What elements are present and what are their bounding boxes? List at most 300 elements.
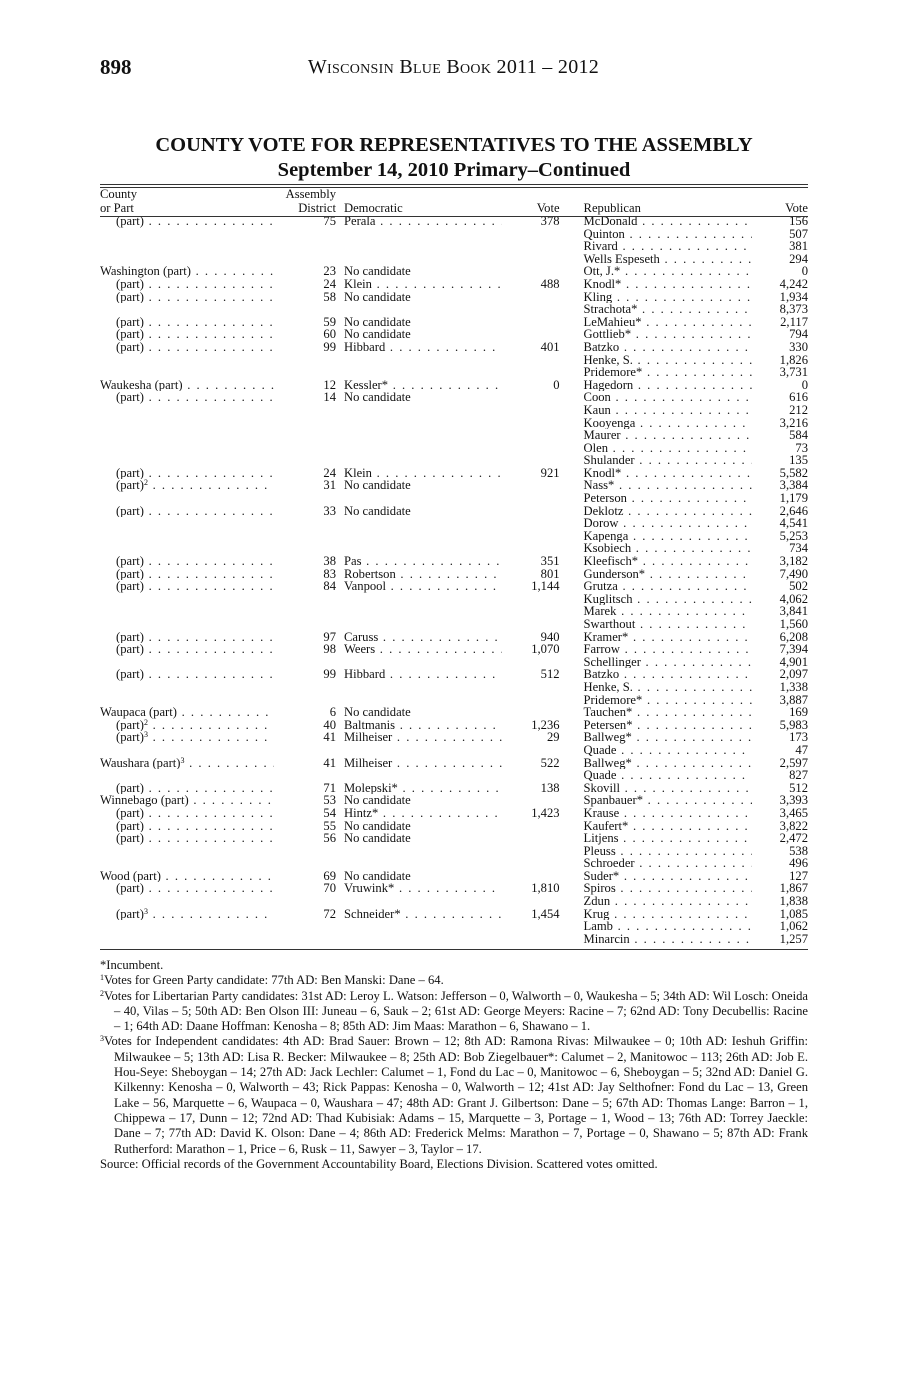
democratic-vote-cell: 1,144	[531, 580, 560, 593]
democratic-candidate-cell: Milheiser . . .	[336, 757, 502, 770]
county-cell: (part) . . .	[100, 328, 274, 341]
democratic-vote-cell	[502, 442, 560, 455]
county-cell	[100, 618, 274, 631]
republican-vote-cell: 381	[789, 240, 808, 253]
table-header-rule	[100, 216, 808, 217]
republican-vote-cell: 6,208	[779, 630, 808, 644]
county-cell: (part) . . .	[100, 215, 274, 228]
county-cell: (part) . . .	[100, 832, 274, 845]
county-cell: Waukesha (part) . . .	[100, 379, 274, 392]
district-cell	[274, 492, 336, 505]
district-cell: 40	[323, 718, 336, 732]
republican-vote-cell: 7,490	[779, 567, 808, 581]
county-cell	[100, 404, 274, 417]
democratic-vote-cell	[502, 517, 560, 530]
democratic-candidate-cell: Hintz* . . .	[336, 807, 502, 820]
republican-candidate-cell: Strachota* . . .	[560, 303, 753, 316]
table-row	[100, 328, 808, 341]
democratic-candidate-cell	[336, 895, 502, 908]
county-cell	[100, 366, 274, 379]
republican-candidate-cell: Marek . . .	[560, 605, 753, 618]
republican-vote-cell: 2,117	[780, 315, 808, 329]
district-cell: 83	[323, 567, 336, 581]
county-cell	[100, 517, 274, 530]
republican-candidate-cell: Minarcin . . .	[560, 933, 753, 946]
republican-vote-cell: 8,373	[779, 303, 808, 316]
header-county: County	[100, 187, 138, 201]
republican-vote-cell: 4,901	[779, 655, 808, 669]
democratic-candidate-cell: Pas . . .	[336, 555, 502, 568]
democratic-vote-cell	[502, 794, 560, 807]
district-cell	[274, 442, 336, 455]
republican-vote-cell: 212	[789, 403, 808, 417]
footnote-2: $^2$Votes for Libertarian Party candidates: 31st AD: Leroy L. Watson: Jefferson – 0, Walworth – 0, Waukesha – 5; 34th AD: Wil Losch: Oneida – 40, Vilas – 5; 50th AD: Ben Olson III: Juneau – 6, Sauk – 2; 61st AD: George Meyers: Racine – 7; 62nd AD: Tony Decubellis: Racine – 1; 64th AD: Daane Hoffman: Kenosha – 8; 85th AD: Jim Maas: Marathon – 6, Shawano – 1.	[100, 988, 808, 1034]
republican-candidate-cell: Kapenga . . .	[560, 530, 753, 543]
democratic-candidate-cell	[336, 366, 502, 379]
county-cell: (part) . . .	[100, 341, 274, 354]
republican-candidate-cell: Kuglitsch . . .	[560, 593, 753, 606]
district-cell: 38	[323, 555, 336, 568]
democratic-candidate-cell	[336, 593, 502, 606]
table-row	[100, 303, 808, 316]
county-cell	[100, 895, 274, 908]
democratic-candidate-cell	[336, 303, 502, 316]
republican-candidate-cell: Spiros . . .	[560, 882, 753, 895]
democratic-candidate-cell	[336, 542, 502, 555]
republican-candidate-cell: Batzko . . .	[560, 341, 753, 354]
table-row	[100, 820, 808, 833]
republican-candidate-cell: Kramer* . . .	[560, 631, 753, 644]
democratic-candidate-cell	[336, 442, 502, 455]
county-cell: (part) . . .	[100, 316, 274, 329]
footnote-3: $^3$Votes for Independent candidates: 4th AD: Brad Sauer: Brown – 12; 8th AD: Ramona Rivas: Milwaukee – 0; 10th AD: Ieshuh Griffin: Milwaukee – 5; 13th AD: Lisa R. Becker: Milwaukee – 8; 25th AD: Bob Ziegelbauer*: Calumet – 2, Manitowoc – 113; 26th AD: Job E. Hou-Seye: Sheboygan – 14; 27th AD: Jack Lechler: Calumet – 1, Fond du Lac – 0, Manitowoc – 6, Sheboygan – 5; 32nd AD: Daniel G. Kilkenny: Kenosha – 0, Walworth – 43; Rick Pappas: Kenosha – 0, Walworth – 12; 41st AD: Jay Selthofner: Fond du Lac – 13, Green Lake – 56, Marquette – 6, Waupaca – 0, Waushara – 47; 48th AD: Grant J. Gilbertson: Dane – 5; 67th AD: Thomas Lange: Barron – 1, Chippewa – 17, Dunn – 12; 72nd AD: Thad Kubisiak: Adams – 15, Marquette – 3, Portage – 1, Wood – 13; 76th AD: Torrey Jaeckle: Dane – 7; 77th AD: David K. Olson: Dane – 4; 86th AD: Frederick Melms: Marathon – 7, Portage – 0, Shawano – 5; 87th AD: Frank Rutherford: Marathon – 1, Price – 6, Rusk – 11, Sawyer – 3, Taylor – 17.	[100, 1034, 808, 1156]
democratic-candidate-cell: Schneider* . . .	[336, 908, 502, 921]
democratic-candidate-cell: Hibbard . . .	[336, 341, 502, 354]
republican-vote-cell: 47	[795, 743, 808, 757]
democratic-vote-cell: 488	[540, 277, 560, 291]
republican-candidate-cell: Pridemore* . . .	[560, 366, 753, 379]
republican-candidate-cell: Shulander . . .	[560, 454, 753, 467]
democratic-candidate-cell: Vanpool . . .	[336, 580, 502, 593]
district-cell: 60	[323, 328, 336, 341]
table-row	[100, 479, 808, 492]
county-cell	[100, 542, 274, 555]
republican-vote-cell: 5,253	[779, 529, 808, 543]
republican-vote-cell: 127	[789, 869, 808, 883]
county-cell: (part)$^3$ . . .	[100, 908, 274, 921]
democratic-vote-cell: 940	[540, 630, 560, 644]
district-cell	[274, 366, 336, 379]
county-cell: (part) . . .	[100, 631, 274, 644]
title-line-2: September 14, 2010 Primary–Continued	[277, 159, 631, 181]
democratic-candidate-cell: Hibbard . . .	[336, 668, 502, 681]
header-rep-vote: Vote	[785, 201, 808, 215]
district-cell: 31	[323, 479, 336, 493]
district-cell	[274, 454, 336, 467]
democratic-candidate-cell: Klein . . .	[336, 278, 502, 291]
republican-vote-cell: 4,062	[779, 592, 808, 606]
democratic-vote-cell	[502, 920, 560, 933]
democratic-vote-cell	[502, 694, 560, 707]
table-row	[100, 807, 808, 820]
republican-candidate-cell: Gunderson* . . .	[560, 568, 753, 581]
district-cell	[274, 417, 336, 430]
district-cell	[274, 530, 336, 543]
republican-vote-cell: 2,646	[779, 504, 808, 518]
county-cell: (part)$^3$ . . .	[100, 731, 274, 744]
democratic-candidate-cell: No candidate	[343, 869, 411, 883]
democratic-candidate-cell: Robertson . . .	[336, 568, 502, 581]
table-row	[100, 228, 808, 241]
source-note: Source: Official records of the Government Accountability Board, Elections Division. Scattered votes omitted.	[100, 1156, 658, 1171]
table-row	[100, 492, 808, 505]
democratic-candidate-cell: No candidate	[343, 328, 411, 341]
county-cell: (part) . . .	[100, 807, 274, 820]
democratic-vote-cell	[502, 328, 560, 341]
county-cell	[100, 417, 274, 430]
republican-candidate-cell: Ballweg* . . .	[560, 757, 753, 770]
table-row	[100, 908, 808, 921]
republican-vote-cell: 1,085	[779, 907, 808, 921]
republican-candidate-cell: Wells Espeseth . . .	[560, 253, 753, 266]
democratic-vote-cell	[502, 832, 560, 845]
district-cell: 97	[323, 630, 336, 644]
democratic-candidate-cell	[336, 769, 502, 782]
republican-candidate-cell: Litjens . . .	[560, 832, 753, 845]
table-row	[100, 240, 808, 253]
table-row	[100, 731, 808, 744]
county-cell: (part) . . .	[100, 278, 274, 291]
republican-vote-cell: 794	[789, 328, 808, 341]
district-cell: 84	[323, 580, 336, 593]
district-cell	[274, 429, 336, 442]
republican-candidate-cell: Pridemore* . . .	[560, 694, 753, 707]
republican-vote-cell: 1,179	[779, 492, 808, 505]
republican-candidate-cell: Schellinger . . .	[560, 656, 753, 669]
democratic-candidate-cell	[336, 694, 502, 707]
democratic-candidate-cell	[336, 404, 502, 417]
table-bottom-rule	[100, 949, 808, 950]
table-row	[100, 366, 808, 379]
republican-vote-cell: 3,731	[779, 366, 808, 379]
county-cell	[100, 656, 274, 669]
republican-candidate-cell: Knodl* . . .	[560, 467, 753, 480]
republican-vote-cell: 3,887	[779, 693, 808, 707]
district-cell	[274, 542, 336, 555]
district-cell: 41	[323, 756, 336, 770]
republican-candidate-cell: Lamb . . .	[560, 920, 753, 933]
table-row	[100, 454, 808, 467]
district-cell	[274, 303, 336, 316]
county-cell	[100, 492, 274, 505]
democratic-candidate-cell: No candidate	[343, 819, 411, 833]
district-cell: 69	[323, 869, 336, 883]
district-cell	[274, 593, 336, 606]
republican-candidate-cell: Kooyenga . . .	[560, 417, 753, 430]
democratic-candidate-cell	[336, 857, 502, 870]
table-row	[100, 505, 808, 518]
republican-candidate-cell: Ksobiech . . .	[560, 542, 753, 555]
header-assembly: Assembly	[285, 187, 336, 201]
district-cell	[274, 920, 336, 933]
democratic-vote-cell	[502, 316, 560, 329]
democratic-candidate-cell	[336, 744, 502, 757]
district-cell	[274, 681, 336, 694]
table-row	[100, 391, 808, 404]
republican-candidate-cell: Ott, J.* . . .	[560, 265, 753, 278]
district-cell: 14	[323, 391, 336, 404]
republican-vote-cell: 1,338	[779, 680, 808, 694]
republican-candidate-cell: Henke, S. . . .	[560, 354, 753, 367]
district-cell	[274, 253, 336, 266]
democratic-candidate-cell: No candidate	[343, 504, 411, 518]
democratic-candidate-cell: No candidate	[343, 479, 411, 493]
county-cell: Wood (part) . . .	[100, 870, 274, 883]
footnote-incumbent: *Incumbent.	[100, 958, 164, 972]
table-row	[100, 580, 808, 593]
county-cell: (part) . . .	[100, 291, 274, 304]
republican-candidate-cell: Krug . . .	[560, 908, 753, 921]
democratic-vote-cell	[502, 530, 560, 543]
table-row	[100, 605, 808, 618]
democratic-vote-cell	[502, 933, 560, 946]
republican-candidate-cell: Coon . . .	[560, 391, 753, 404]
table-row	[100, 404, 808, 417]
page-number: 898	[100, 55, 132, 79]
republican-candidate-cell: Swarthout . . .	[560, 618, 753, 631]
republican-candidate-cell: Kling . . .	[560, 291, 753, 304]
county-cell	[100, 303, 274, 316]
district-cell	[274, 769, 336, 782]
header-row-2	[100, 201, 808, 215]
democratic-candidate-cell	[336, 354, 502, 367]
republican-vote-cell: 1,062	[779, 920, 808, 933]
republican-candidate-cell: Kleefisch* . . .	[560, 555, 753, 568]
county-cell: (part)$^2$ . . .	[100, 719, 274, 732]
district-cell: 58	[323, 290, 336, 304]
democratic-vote-cell	[502, 769, 560, 782]
county-cell	[100, 933, 274, 946]
republican-candidate-cell: Krause . . .	[560, 807, 753, 820]
republican-vote-cell: 3,393	[779, 794, 808, 807]
republican-candidate-cell: Rivard . . .	[560, 240, 753, 253]
table-row	[100, 530, 808, 543]
democratic-vote-cell	[502, 391, 560, 404]
footnote-1-mark: 1	[100, 973, 104, 983]
district-cell: 24	[323, 277, 336, 291]
democratic-vote-cell	[502, 417, 560, 430]
republican-vote-cell: 4,242	[779, 277, 808, 291]
table-row	[100, 882, 808, 895]
republican-vote-cell: 173	[789, 731, 808, 744]
republican-candidate-cell: Pleuss . . .	[560, 845, 753, 858]
democratic-vote-cell	[502, 681, 560, 694]
county-cell: (part) . . .	[100, 668, 274, 681]
district-cell: 53	[323, 794, 336, 807]
republican-vote-cell: 294	[789, 252, 808, 266]
district-cell: 70	[323, 882, 336, 896]
district-cell: 72	[323, 907, 336, 921]
republican-vote-cell: 1,257	[779, 932, 808, 946]
table-row	[100, 719, 808, 732]
democratic-candidate-cell	[336, 656, 502, 669]
district-cell: 24	[323, 466, 336, 480]
democratic-candidate-cell	[336, 517, 502, 530]
header-dem-vote: Vote	[536, 201, 560, 215]
democratic-candidate-cell: Kessler* . . .	[336, 379, 502, 392]
table-row	[100, 694, 808, 707]
title-line-1: COUNTY VOTE FOR REPRESENTATIVES TO THE ASSEMBLY	[155, 134, 753, 156]
democratic-candidate-cell: No candidate	[343, 706, 411, 719]
democratic-vote-cell	[502, 895, 560, 908]
district-cell: 75	[323, 215, 336, 228]
democratic-candidate-cell: Baltmanis . . .	[336, 719, 502, 732]
democratic-vote-cell	[502, 404, 560, 417]
republican-vote-cell: 734	[789, 542, 808, 556]
republican-candidate-cell: Schroeder . . .	[560, 857, 753, 870]
democratic-vote-cell	[502, 542, 560, 555]
footnote-3-mark: 3	[100, 1034, 104, 1044]
democratic-candidate-cell	[336, 417, 502, 430]
county-cell: (part) . . .	[100, 568, 274, 581]
democratic-vote-cell: 0	[553, 378, 560, 392]
democratic-candidate-cell	[336, 618, 502, 631]
democratic-candidate-cell: Perala . . .	[336, 215, 502, 228]
republican-candidate-cell: Petersen* . . .	[560, 719, 753, 732]
table-row	[100, 870, 808, 883]
democratic-vote-cell: 1,810	[531, 882, 560, 896]
running-head: Wisconsin Blue Book 2011 – 2012	[307, 56, 600, 78]
democratic-candidate-cell	[336, 681, 502, 694]
district-cell: 71	[323, 781, 336, 795]
table-row	[100, 681, 808, 694]
republican-candidate-cell: Henke, S. . . .	[560, 681, 753, 694]
county-cell: (part) . . .	[100, 505, 274, 518]
republican-vote-cell: 827	[789, 769, 808, 782]
table-row	[100, 379, 808, 392]
democratic-vote-cell	[502, 454, 560, 467]
democratic-vote-cell: 801	[540, 567, 560, 581]
democratic-candidate-cell: No candidate	[343, 794, 411, 807]
table-row	[100, 845, 808, 858]
county-cell	[100, 228, 274, 241]
democratic-vote-cell	[502, 870, 560, 883]
democratic-vote-cell	[502, 366, 560, 379]
table-row	[100, 618, 808, 631]
vote-table	[100, 187, 808, 945]
county-cell	[100, 694, 274, 707]
table-row	[100, 643, 808, 656]
table-row	[100, 316, 808, 329]
republican-candidate-cell: Gottlieb* . . .	[560, 328, 753, 341]
district-cell	[274, 228, 336, 241]
table-row	[100, 354, 808, 367]
header-district: District	[298, 201, 336, 215]
republican-vote-cell: 1,867	[779, 882, 808, 896]
democratic-vote-cell: 138	[540, 781, 560, 795]
district-cell: 6	[329, 706, 336, 719]
republican-candidate-cell: LeMahieu* . . .	[560, 316, 753, 329]
republican-candidate-cell: Kaufert* . . .	[560, 820, 753, 833]
header-row-1	[100, 187, 808, 201]
democratic-vote-cell: 351	[540, 555, 560, 568]
table-row	[100, 542, 808, 555]
table-row	[100, 706, 808, 719]
table-row	[100, 857, 808, 870]
democratic-candidate-cell	[336, 605, 502, 618]
republican-candidate-cell: Hagedorn . . .	[560, 379, 753, 392]
table-row	[100, 265, 808, 278]
republican-vote-cell: 169	[789, 706, 808, 719]
table-row	[100, 920, 808, 933]
democratic-vote-cell: 378	[540, 215, 560, 228]
democratic-vote-cell	[502, 228, 560, 241]
republican-candidate-cell: Suder* . . .	[560, 870, 753, 883]
district-cell	[274, 656, 336, 669]
district-cell: 12	[323, 378, 336, 392]
table-row	[100, 933, 808, 946]
footnote-2-mark: 2	[100, 988, 104, 998]
republican-vote-cell: 496	[789, 857, 808, 870]
democratic-candidate-cell: No candidate	[343, 832, 411, 845]
footnote-mark: 2	[143, 718, 148, 727]
district-cell: 99	[323, 668, 336, 681]
democratic-candidate-cell	[336, 530, 502, 543]
county-cell	[100, 454, 274, 467]
district-cell	[274, 895, 336, 908]
table-row	[100, 744, 808, 757]
district-cell: 99	[323, 340, 336, 354]
republican-candidate-cell: Grutza . . .	[560, 580, 753, 593]
table-title	[100, 133, 808, 183]
county-cell: (part) . . .	[100, 820, 274, 833]
republican-vote-cell: 512	[789, 781, 808, 795]
republican-candidate-cell: Kaun . . .	[560, 404, 753, 417]
table-row	[100, 631, 808, 644]
republican-candidate-cell: Maurer . . .	[560, 429, 753, 442]
footnote-1: $^1$Votes for Green Party candidate: 77th AD: Ben Manski: Dane – 64.	[100, 973, 444, 988]
democratic-vote-cell	[502, 845, 560, 858]
democratic-vote-cell	[502, 656, 560, 669]
democratic-vote-cell: 512	[540, 668, 560, 681]
table-row	[100, 429, 808, 442]
republican-vote-cell: 2,097	[779, 668, 808, 681]
republican-candidate-cell: Spanbauer* . . .	[560, 794, 753, 807]
republican-vote-cell: 616	[789, 391, 808, 404]
democratic-vote-cell	[502, 479, 560, 492]
republican-candidate-cell: Ballweg* . . .	[560, 731, 753, 744]
table-row	[100, 253, 808, 266]
democratic-vote-cell	[502, 857, 560, 870]
democratic-candidate-cell: Milheiser . . .	[336, 731, 502, 744]
democratic-vote-cell	[502, 605, 560, 618]
county-cell: (part) . . .	[100, 555, 274, 568]
democratic-candidate-cell	[336, 454, 502, 467]
republican-candidate-cell: Batzko . . .	[560, 668, 753, 681]
county-cell: (part) . . .	[100, 580, 274, 593]
democratic-vote-cell	[502, 744, 560, 757]
county-cell: (part) . . .	[100, 782, 274, 795]
district-cell	[274, 933, 336, 946]
democratic-candidate-cell	[336, 240, 502, 253]
democratic-candidate-cell: No candidate	[343, 391, 411, 404]
county-cell	[100, 857, 274, 870]
footnote-mark: 3	[143, 907, 148, 916]
district-cell: 59	[323, 315, 336, 329]
republican-vote-cell: 73	[795, 441, 808, 455]
district-cell: 55	[323, 819, 336, 833]
democratic-candidate-cell: Vruwink* . . .	[336, 882, 502, 895]
